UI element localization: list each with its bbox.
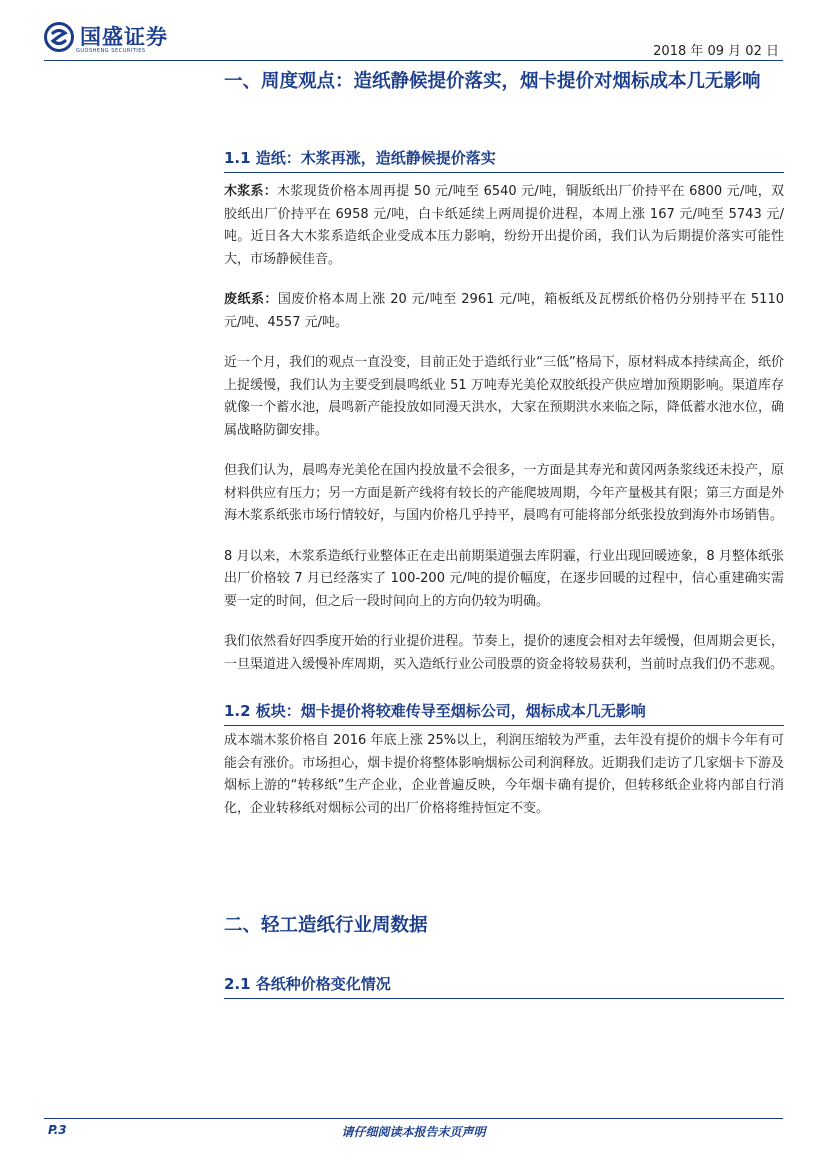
brand-name-en: GUOSHENG SECURITIES xyxy=(76,48,146,54)
wood-pulp-label: 木浆系： xyxy=(224,184,278,199)
brand-name: 国盛证券 xyxy=(80,25,168,49)
paragraph-view: 近一个月，我们的观点一直没变，目前正处于造纸行业“三低”格局下，原材料成本持续高企，纸价上捉缓慢，我们认为主要受到晨鸣纸业 51 万吨寿光美伦双胶纸投产供应增加预期影响。渠道库存就像一个蓄水池，晨鸣新产能投放如同漫天洪水，大家在预期洪水来临之际，降低蓄水池水位，确属战略防御安排。 xyxy=(224,355,784,438)
subsection-2-1-title: 2.1 各纸种价格变化情况 xyxy=(224,975,391,993)
guosheng-logo-icon xyxy=(44,22,74,52)
footer-divider xyxy=(44,1118,783,1119)
header-divider xyxy=(44,60,783,61)
section-2-title: 二、轻工造纸行业周数据 xyxy=(224,915,428,936)
paragraph-wood-pulp xyxy=(224,181,784,271)
report-body xyxy=(224,68,784,999)
wood-pulp-text: 木浆现货价格本周再提 50 元/吨至 6540 元/吨，铜版纸出厂价持平在 6800 元/吨，双胶纸出厂价持平在 6958 元/吨，白卡纸延续上两周提价进程，本周上涨 167 元/吨至 5743 元/吨。近日各大木浆系造纸企业受成本压力影响，纷纷开出提价函，我们认为后期提价落实可能性大，市场静候佳音。 xyxy=(224,184,784,267)
paragraph-chenming: 但我们认为，晨鸣寿光美伦在国内投放量不会很多，一方面是其寿光和黄冈两条浆线还未投产，原材料供应有压力；另一方面是新产线将有较长的产能爬坡周期，今年产量极其有限；第三方面是外海木浆系纸张市场行情较好，与国内价格几乎持平，晨鸣有可能将部分纸张投放到海外市场销售。 xyxy=(224,463,784,523)
report-date: 2018 年 09 月 02 日 xyxy=(653,44,779,59)
subsection-1-1-title: 1.1 造纸：木浆再涨，造纸静候提价落实 xyxy=(224,149,496,167)
brand-logo xyxy=(44,22,168,52)
section-1-title: 一、周度观点：造纸静候提价落实，烟卡提价对烟标成本几无影响 xyxy=(224,71,761,92)
subsection-divider xyxy=(224,998,784,999)
footer-disclaimer: 请仔细阅读本报告末页声明 xyxy=(341,1125,486,1139)
paragraph-cigarette-card: 成本端木浆价格自 2016 年底上涨 25%以上，利润压缩较为严重，去年没有提价的烟卡今年有可能会有涨价。市场担心，烟卡提价将整体影响烟标公司利润释放。近期我们走访了几家烟卡下游及烟标上游的“转移纸”生产企业，企业普遍反映，今年烟卡确有提价，但转移纸企业将内部自行消化，企业转移纸对烟标公司的出厂价格将维持恒定不变。 xyxy=(224,733,784,816)
paragraph-august: 8 月以来，木浆系造纸行业整体正在走出前期渠道强去库阴霾，行业出现回暖迹象，8 月整体纸张出厂价格较 7 月已经落实了 100-200 元/吨的提价幅度，在逐步回暖的过程中，信心重建确实需要一定的时间，但之后一段时间向上的方向仍较为明确。 xyxy=(224,548,784,609)
page-number: P.3 xyxy=(48,1123,67,1137)
paragraph-q4-outlook: 我们依然看好四季度开始的行业提价进程。节奏上，提价的速度会相对去年缓慢，但周期会更长，一旦渠道进入缓慢补库周期，买入造纸行业公司股票的资金将较易获利，当前时点我们仍不悲观。 xyxy=(224,634,784,672)
paragraph-waste-paper xyxy=(224,289,784,334)
waste-paper-text: 国废价格本周上涨 20 元/吨至 2961 元/吨，箱板纸及瓦楞纸价格仍分别持平在 5110 元/吨、4557 元/吨。 xyxy=(224,292,784,330)
page-header xyxy=(0,0,827,62)
waste-paper-label: 废纸系： xyxy=(224,292,278,307)
subsection-1-2-title: 1.2 板块：烟卡提价将较难传导至烟标公司，烟标成本几无影响 xyxy=(224,702,646,720)
